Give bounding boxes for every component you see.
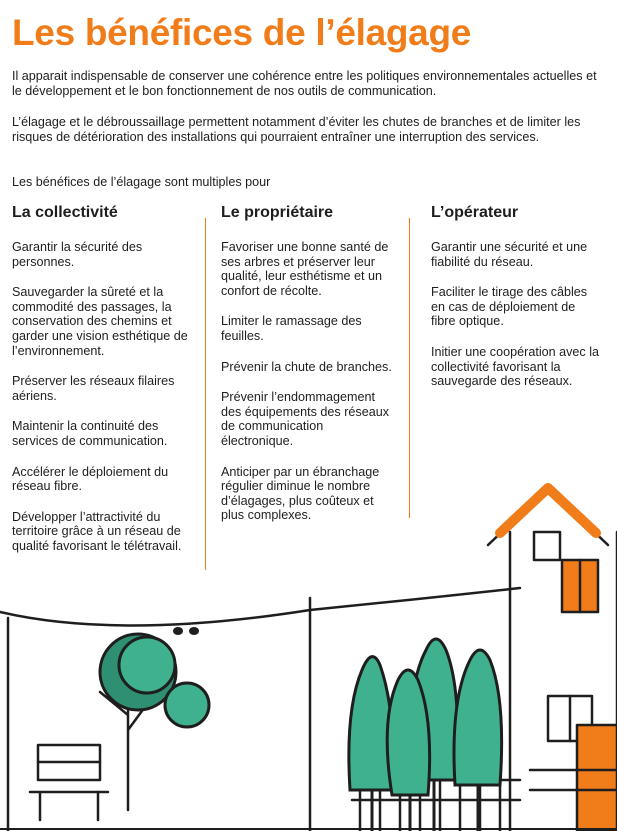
conical-trees-illustration <box>349 639 502 795</box>
bench-illustration <box>30 745 108 820</box>
benefit-item: Sauvegarder la sûreté et la commodité des passages, la conservation des chemins et garder une vision esthétique de l’environnement. <box>12 285 188 358</box>
column-heading: La collectivité <box>12 204 118 221</box>
intro-paragraph-2: L’élagage et le débroussaillage permettent notamment d’éviter les chutes de branches et de limiter les risques de détérioration des installations qui pourraient entraîner une interruption des services. <box>12 115 581 144</box>
intro-paragraph-1: Il apparait indispensable de conserver une cohérence entre les politiques environnementales actuelles et le développement et le bon fonctionnement de nos outils de communication. <box>12 69 597 98</box>
benefit-item: Garantir la sécurité des personnes. <box>12 240 143 269</box>
column-operateur <box>431 204 603 405</box>
benefit-item: Initier une coopération avec la collectivité favorisant la sauvegarde des réseaux. <box>431 344 600 389</box>
benefit-item: Préserver les réseaux filaires aériens. <box>12 374 175 403</box>
benefit-item: Favoriser une bonne santé de ses arbres et préserver leur qualité, leur esthétisme et un confort de récolte. <box>221 240 389 298</box>
round-tree-illustration <box>100 634 209 727</box>
column-heading: Le propriétaire <box>221 204 334 221</box>
street-illustration <box>0 460 617 831</box>
benefit-item: Limiter le ramassage des feuilles. <box>221 314 362 343</box>
benefit-item: Développer l’attractivité du territoire grâce à un réseau de qualité favorisant le télétravail. <box>12 509 182 553</box>
benefit-item: Anticiper par un ébranchage régulier diminue le nombre d’élagages, plus coûteux et plus complexes. <box>221 464 380 523</box>
birds-illustration <box>173 627 199 635</box>
benefit-item: Maintenir la continuité des services de communication. <box>12 419 168 448</box>
benefit-item: Faciliter le tirage des câbles en cas de déploiement de fibre optique. <box>431 285 588 329</box>
intro-paragraph-3: Les bénéfices de l’élagage sont multiples pour <box>12 175 271 189</box>
column-heading: L’opérateur <box>431 204 519 221</box>
benefit-item: Accélérer le déploiement du réseau fibre. <box>12 464 169 494</box>
benefit-item: Prévenir l’endommagement des équipements des réseaux de communication électronique. <box>221 390 390 448</box>
benefit-item: Prévenir la chute de branches. <box>221 359 392 374</box>
page-title: Les bénéfices de l’élagage <box>12 12 472 53</box>
benefit-item: Garantir une sécurité et une fiabilité du réseau. <box>431 240 588 269</box>
